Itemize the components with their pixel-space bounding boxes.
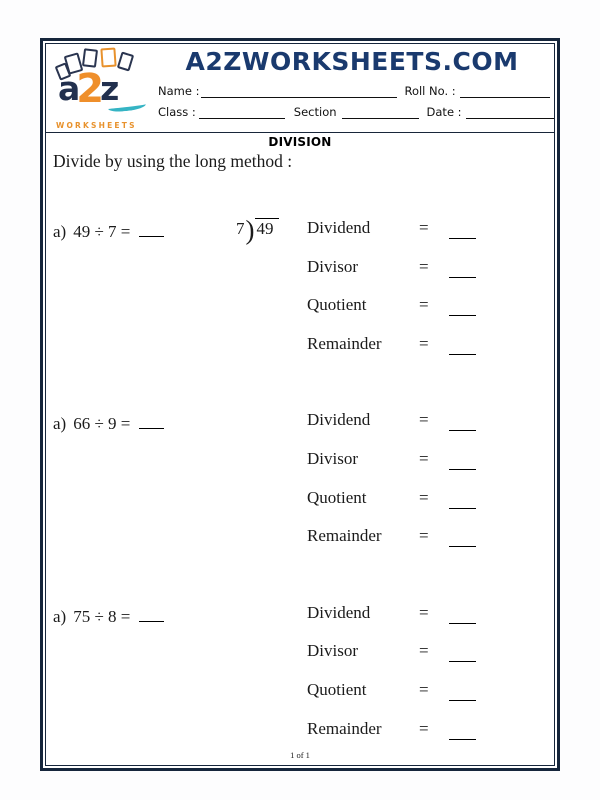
- long-division-divisor: 7: [236, 219, 245, 238]
- answer-blank: [449, 334, 476, 355]
- roll-no-blank: [460, 85, 550, 98]
- divisor-row: [307, 257, 548, 296]
- field-label: Dividend: [307, 410, 371, 430]
- problem-expression: [52, 603, 236, 627]
- field-label: Quotient: [307, 295, 367, 315]
- answer-blank: [139, 218, 164, 237]
- expression-text: 75 ÷ 8 =: [73, 606, 131, 626]
- field-label: Dividend: [307, 602, 371, 622]
- field-label: Divisor: [307, 448, 358, 468]
- worksheet-heading: DIVISION: [268, 135, 332, 149]
- long-division: [236, 219, 279, 238]
- expression-text: 66 ÷ 9 =: [73, 414, 131, 434]
- field-label: Remainder: [307, 718, 382, 738]
- logo-letter-a: a: [58, 69, 79, 108]
- equals-sign: =: [419, 333, 429, 353]
- answer-blank: [449, 719, 476, 740]
- divisor-row: [307, 641, 548, 680]
- answer-fields: [307, 603, 548, 757]
- field-label: Divisor: [307, 641, 358, 661]
- equals-sign: =: [419, 487, 429, 507]
- header: [46, 44, 554, 133]
- instruction-text: Divide by using the long method :: [53, 151, 293, 171]
- page-frame: [40, 38, 560, 771]
- field-label: Quotient: [307, 487, 367, 507]
- dividend-row: [307, 410, 548, 449]
- answer-blank: [449, 295, 476, 316]
- expression-text: 49 ÷ 7 =: [73, 222, 131, 241]
- class-section-date-row: [158, 105, 546, 119]
- dividend-row: [307, 603, 548, 642]
- problem-block-3: [52, 603, 548, 757]
- problem-block-1: [52, 218, 548, 372]
- answer-blank: [449, 449, 476, 470]
- problem-expression: [52, 410, 236, 434]
- equals-sign: =: [419, 256, 429, 276]
- problem-expression: [52, 218, 236, 242]
- equals-sign: =: [419, 679, 429, 699]
- section-blank: [342, 106, 419, 119]
- equals-sign: =: [419, 526, 429, 546]
- quotient-row: [307, 295, 548, 334]
- problem-index: a): [53, 414, 67, 434]
- section-label: Section: [293, 104, 337, 119]
- logo-letter-2: 2: [76, 66, 103, 112]
- equals-sign: =: [419, 218, 429, 237]
- field-label: Remainder: [307, 333, 382, 353]
- answer-blank: [449, 641, 476, 662]
- date-blank: [466, 106, 555, 119]
- page-frame-inner: [45, 43, 555, 766]
- equals-sign: =: [419, 448, 429, 468]
- answer-fields: [307, 218, 548, 372]
- remainder-row: [307, 334, 548, 373]
- remainder-row: [307, 526, 548, 565]
- equals-sign: =: [419, 410, 429, 430]
- equals-sign: =: [419, 295, 429, 315]
- answer-blank: [449, 680, 476, 701]
- equals-sign: =: [419, 718, 429, 738]
- logo-letter-z: z: [100, 69, 118, 108]
- answer-blank: [139, 410, 164, 429]
- name-label: Name :: [158, 83, 200, 98]
- problem-index: a): [53, 606, 67, 626]
- page-number: 1 of 1: [290, 750, 310, 760]
- field-label: Quotient: [307, 679, 367, 699]
- dividend-row: [307, 218, 548, 257]
- division-bracket-icon: [246, 220, 255, 240]
- field-label: Remainder: [307, 526, 382, 546]
- class-blank: [199, 106, 285, 119]
- worksheet-body: [46, 133, 554, 765]
- paper-sheet-icon: [117, 51, 134, 71]
- answer-blank: [449, 218, 476, 239]
- name-roll-row: [158, 84, 546, 98]
- header-right: [158, 46, 546, 132]
- answer-blank: [449, 526, 476, 547]
- field-label: Divisor: [307, 256, 358, 276]
- answer-blank: [449, 410, 476, 431]
- problem-block-2: [52, 410, 548, 564]
- field-label: Dividend: [307, 218, 371, 237]
- name-blank: [201, 85, 397, 98]
- problem-index: a): [53, 222, 67, 241]
- answer-blank: [449, 488, 476, 509]
- quotient-row: [307, 680, 548, 719]
- long-division-area: [236, 218, 307, 240]
- answer-blank: [449, 603, 476, 624]
- answer-blank: [449, 257, 476, 278]
- equals-sign: =: [419, 641, 429, 661]
- a2z-logo: [56, 46, 158, 132]
- quotient-row: [307, 488, 548, 527]
- equals-sign: =: [419, 602, 429, 622]
- long-division-dividend: 49: [255, 218, 279, 239]
- site-title: A2ZWORKSHEETS.COM: [185, 47, 519, 76]
- roll-no-label: Roll No. :: [404, 83, 456, 98]
- answer-fields: [307, 410, 548, 564]
- class-label: Class :: [158, 104, 196, 119]
- date-label: Date :: [426, 104, 462, 119]
- answer-blank: [139, 603, 164, 622]
- logo-subtext: WORKSHEETS: [56, 121, 137, 130]
- divisor-row: [307, 449, 548, 488]
